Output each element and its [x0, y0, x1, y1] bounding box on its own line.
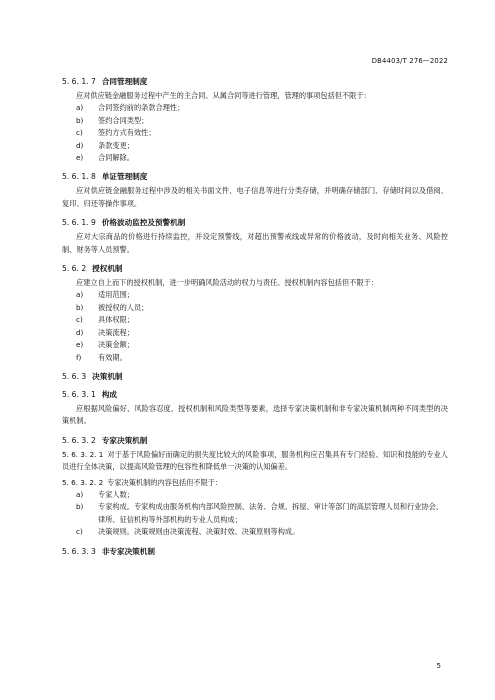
- section-heading: [62, 76, 448, 87]
- clause: [62, 449, 448, 474]
- paragraph: 应根据风险偏好、风险容忍度、授权机制和风险类型等要素，选择专家决策机制和非专家决策机制两种不同类型的决策机制。: [62, 403, 448, 426]
- section-number: 5. 6. 3. 1: [62, 389, 96, 399]
- list-item: d) 决策流程；: [76, 327, 134, 337]
- document-code: DB4403/T 276—2022: [371, 57, 448, 65]
- section-title: 授权机制: [92, 264, 123, 274]
- paragraph: 应对供应链金融服务过程中产生的主合同、从属合同等进行管理，管理的事项包括但不限于：: [76, 91, 371, 100]
- section-number: 5. 6. 1. 9: [62, 218, 96, 228]
- paragraph: 应对供应链金融服务过程中涉及的相关书面文件、电子信息等进行分类存储，并明确存储部门、存储时间以及借阅、复印、归还等操作事项。: [62, 186, 448, 208]
- clause-text: 对于基于风险偏好而确定的损失度比较大的风险事项，服务机构应召集具有专门经验、知识和技能的专业人员进行全体决策，以提高风险管理的包容性和降低单一决策的认知偏差。: [62, 449, 448, 472]
- clause-number: 5. 6. 3. 2. 2: [62, 477, 104, 487]
- list-item: c) 决策规则。决策规则由决策流程、决策时效、决策原则等构成。: [76, 527, 300, 537]
- section-number: 5. 6. 1. 7: [62, 77, 96, 86]
- section-number: 5. 6. 2: [62, 264, 87, 274]
- list-item: a) 合同签约前的条款合理性；: [76, 103, 185, 113]
- section-number: 5. 6. 1. 8: [62, 172, 96, 182]
- list-item: b) 专家构成。专家构成由服务机构内部风险控制、法务、合规、拆屋、审计等部门的高层管理人员和行业协会、律所、征信机构等外部机构的专业人员构成；: [76, 502, 444, 524]
- section-title: 专家决策机制: [101, 435, 148, 445]
- list-item: a) 适用范围；: [76, 290, 134, 300]
- section-title: 单证管理制度: [101, 172, 148, 182]
- section-heading: [62, 371, 448, 382]
- list-item: c) 具体权限；: [76, 315, 134, 325]
- list-item: b) 签约合同类型；: [76, 115, 149, 125]
- section-heading: [62, 217, 448, 228]
- section-title: 合同管理制度: [101, 77, 148, 86]
- paragraph: 应对大宗商品的价格进行持续监控，并设定预警线，对超出预警戒线或异常的价格波动，及时向相关业务、风险控制、财务等人员预警。: [62, 232, 448, 254]
- list-item: f) 有效期。: [76, 352, 127, 362]
- section-heading: [62, 435, 448, 446]
- section-title: 决策机制: [92, 371, 123, 381]
- list-item: b) 被授权的人员；: [76, 302, 149, 312]
- section-heading: [62, 546, 448, 557]
- list-item: d) 条款变更；: [76, 140, 134, 150]
- section-number: 5. 6. 3. 3: [62, 546, 96, 556]
- list-item: a) 专家人数；: [76, 489, 134, 499]
- section-number: 5. 6. 3. 2: [62, 435, 96, 445]
- section-heading: [62, 389, 448, 400]
- section-number: 5. 6. 3: [62, 371, 87, 381]
- clause: [62, 477, 448, 489]
- paragraph: 应建立自上而下的授权机制，进一步明确风险活动的权力与责任。授权机制内容包括但不限于：: [76, 278, 378, 288]
- clause-text: 专家决策机制的内容包括但不限于：: [107, 477, 223, 487]
- clause-number: 5. 6. 3. 2. 1: [62, 449, 104, 459]
- document-body: [62, 76, 448, 557]
- page-number: 5: [436, 662, 441, 670]
- section-title: 非专家决策机制: [101, 546, 155, 556]
- section-title: 价格波动监控及预警机制: [101, 218, 186, 228]
- section-heading: [62, 263, 448, 274]
- section-title: 构成: [101, 389, 117, 399]
- list-item: e) 合同解除。: [76, 153, 134, 163]
- section-heading: [62, 171, 448, 182]
- list-item: e) 决策金额；: [76, 340, 134, 350]
- list-item: c) 签约方式有效性；: [76, 128, 156, 138]
